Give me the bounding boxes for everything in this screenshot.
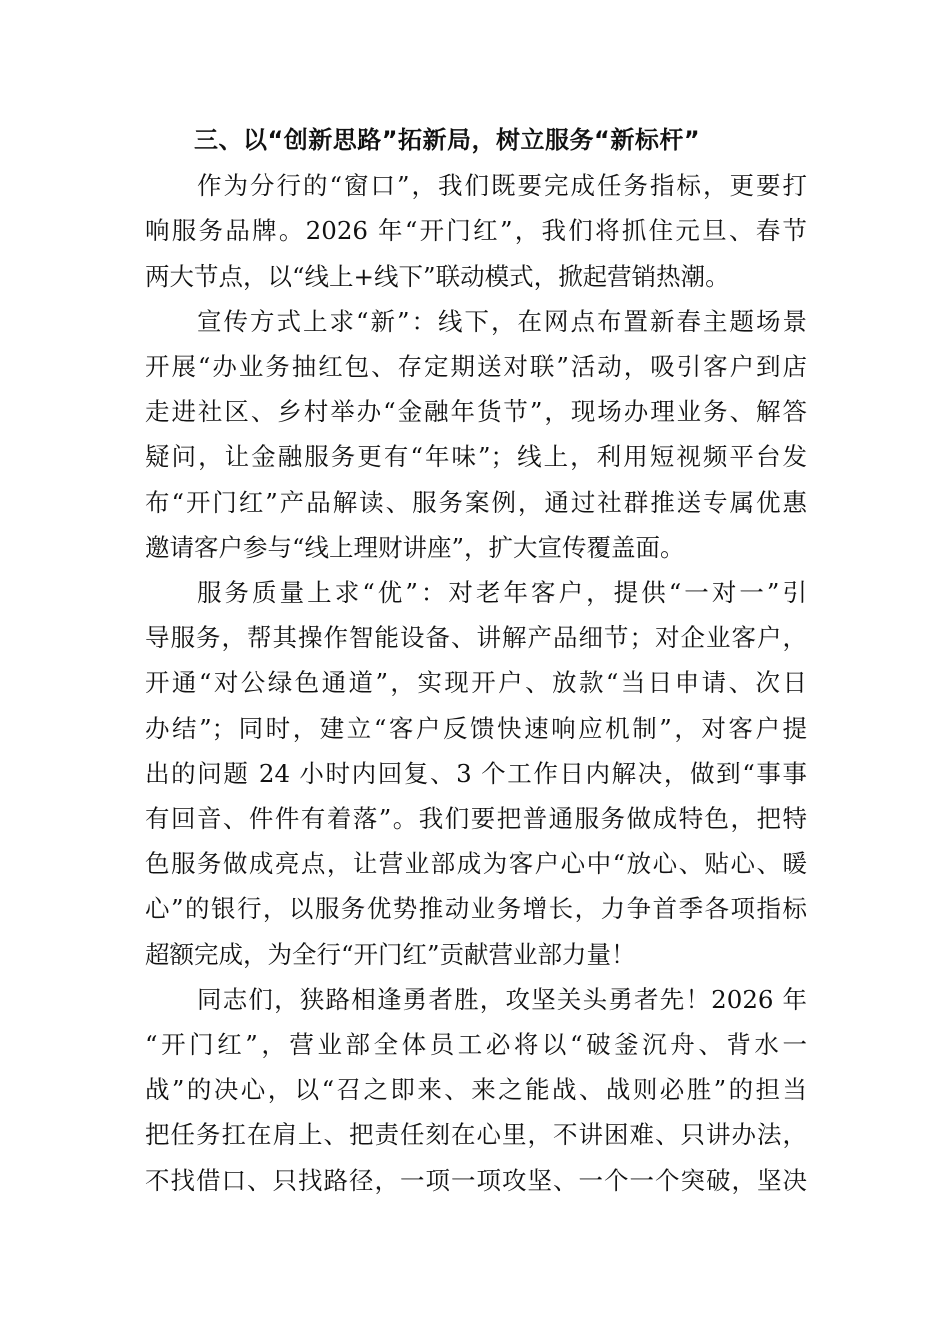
paragraph-3: [145, 570, 807, 977]
paragraph-line: 服务质量上求“优”：对老年客户，提供“一对一”引: [197, 578, 807, 608]
paragraph-line: 不找借口、只找路径，一项一项攻坚、一个一个突破，坚决: [145, 1165, 807, 1195]
paragraph-line: 超额完成，为全行“开门红”贡献营业部力量！: [145, 939, 636, 969]
paragraph-line: 把任务扛在肩上、把责任刻在心里，不讲困难、只讲办法，: [145, 1120, 807, 1150]
paragraph-line: 布“开门红”产品解读、服务案例，通过社群推送专属优惠: [145, 487, 807, 517]
paragraph-line: 出的问题 24 小时内回复、3 个工作日内解决，做到“事事: [145, 758, 807, 788]
paragraph-line: 同志们，狭路相逢勇者胜，攻坚关头勇者先！2026 年: [197, 984, 807, 1014]
section-heading: 三、以“创新思路”拓新局，树立服务“新标杆”: [194, 126, 701, 154]
paragraph-4: [145, 977, 807, 1203]
paragraph-line: 疑问，让金融服务更有“年味”；线上，利用短视频平台发: [145, 442, 807, 472]
paragraph-line: 心”的银行，以服务优势推动业务增长，力争首季各项指标: [145, 894, 807, 924]
paragraph-line: 响服务品牌。2026 年“开门红”，我们将抓住元旦、春节: [145, 216, 807, 246]
paragraph-1: [145, 163, 807, 299]
paragraph-2: [145, 299, 807, 570]
paragraph-line: 作为分行的“窗口”，我们既要完成任务指标，更要打: [197, 171, 807, 201]
paragraph-line: 开通“对公绿色通道”，实现开户、放款“当日申请、次日: [145, 668, 807, 698]
paragraph-line: 开展“办业务抽红包、存定期送对联”活动，吸引客户到店: [145, 352, 807, 382]
paragraph-line: “开门红”，营业部全体员工必将以“破釜沉舟、背水一: [145, 1030, 807, 1060]
document-body: [145, 118, 807, 1203]
paragraph-line: 办结”；同时，建立“客户反馈快速响应机制”，对客户提: [145, 713, 807, 743]
paragraph-line: 走进社区、乡村举办“金融年货节”，现场办理业务、解答: [145, 397, 807, 427]
paragraph-line: 有回音、件件有着落”。我们要把普通服务做成特色，把特: [145, 804, 807, 834]
paragraph-line: 两大节点，以“线上+线下”联动模式，掀起营销热潮。: [145, 261, 730, 291]
paragraph-line: 战”的决心，以“召之即来、来之能战、战则必胜”的担当: [145, 1075, 807, 1105]
paragraph-line: 色服务做成亮点，让营业部成为客户心中“放心、贴心、暖: [145, 849, 807, 879]
paragraph-line: 邀请客户参与“线上理财讲座”，扩大宣传覆盖面。: [145, 532, 685, 562]
paragraph-line: 宣传方式上求“新”：线下，在网点布置新春主题场景: [197, 306, 807, 336]
paragraph-line: 导服务，帮其操作智能设备、讲解产品细节；对企业客户，: [145, 623, 807, 653]
